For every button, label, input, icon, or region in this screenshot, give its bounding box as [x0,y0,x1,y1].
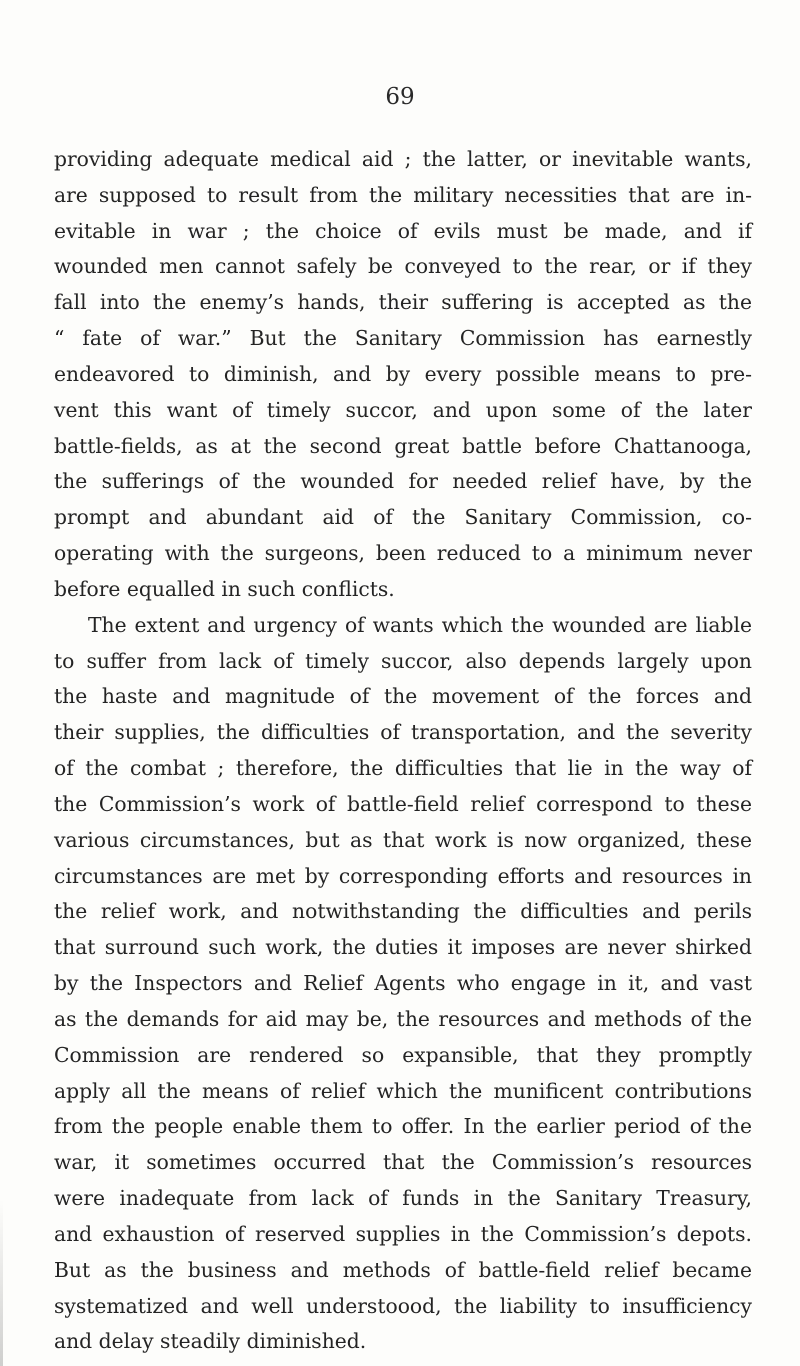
text-line: are supposed to result from the military necessities that are in- [54,182,752,207]
text-line: that surround such work, the duties it imposes are never shirked [54,935,752,960]
text-line: evitable in war ; the choice of evils must be made, and if [54,218,752,243]
text-line: the Commission’s work of battle-field relief correspond to these [54,791,752,816]
text-line: the haste and magnitude of the movement of the forces and [54,684,752,709]
text-line: vent this want of timely succor, and upon some of the later [54,397,752,422]
text-line: “ fate of war.” But the Sanitary Commission has earnestly [54,326,752,351]
text-line: and exhaustion of reserved supplies in the Commission’s depots. [54,1221,752,1246]
text-line: were inadequate from lack of funds in the Sanitary Treasury, [54,1186,752,1211]
text-line: apply all the means of relief which the munificent contributions [54,1078,752,1103]
paragraph-2 [54,608,752,1360]
text-line: The extent and urgency of wants which the wounded are liable [88,612,752,637]
text-line: wounded men cannot safely be conveyed to the rear, or if they [54,254,752,279]
text-line: operating with the surgeons, been reduced to a minimum never [54,541,752,566]
text-line: war, it sometimes occurred that the Commission’s resources [54,1150,752,1175]
text-line: providing adequate medical aid ; the latter, or inevitable wants, [54,147,752,171]
paragraph-1 [54,142,752,608]
text-line: endeavored to diminish, and by every possible means to pre- [54,361,752,386]
text-line: battle-fields, as at the second great battle before Chattanooga, [54,433,752,458]
text-line: before equalled in such conflicts. [54,576,395,601]
text-line: as the demands for aid may be, the resources and methods of the [54,1006,752,1031]
text-line: the relief work, and notwithstanding the difficulties and perils [54,899,752,924]
text-line: systematized and well understoood, the liability to insufficiency [54,1293,752,1318]
body-text [54,142,752,1360]
text-line: by the Inspectors and Relief Agents who engage in it, and vast [54,971,752,996]
text-line: But as the business and methods of battle-field relief became [54,1257,752,1282]
text-line: circumstances are met by corresponding efforts and resources in [54,863,752,888]
text-line: and delay steadily diminished. [54,1329,367,1354]
text-line: Commission are rendered so expansible, that they promptly [54,1042,752,1067]
text-line: the sufferings of the wounded for needed relief have, by the [54,469,752,494]
text-line: of the combat ; therefore, the difficulties that lie in the way of [54,756,752,781]
text-line: various circumstances, but as that work is now organized, these [54,827,752,852]
page-number: 69 [385,84,415,110]
page-edge-shadow [0,1200,3,1366]
text-line: their supplies, the difficulties of transportation, and the severity [54,720,752,745]
text-line: fall into the enemy’s hands, their suffering is accepted as the [54,290,752,315]
text-line: to suffer from lack of timely succor, also depends largely upon [54,648,752,673]
text-line: prompt and abundant aid of the Sanitary Commission, co- [54,505,752,530]
text-line: from the people enable them to offer. In the earlier period of the [54,1114,752,1139]
